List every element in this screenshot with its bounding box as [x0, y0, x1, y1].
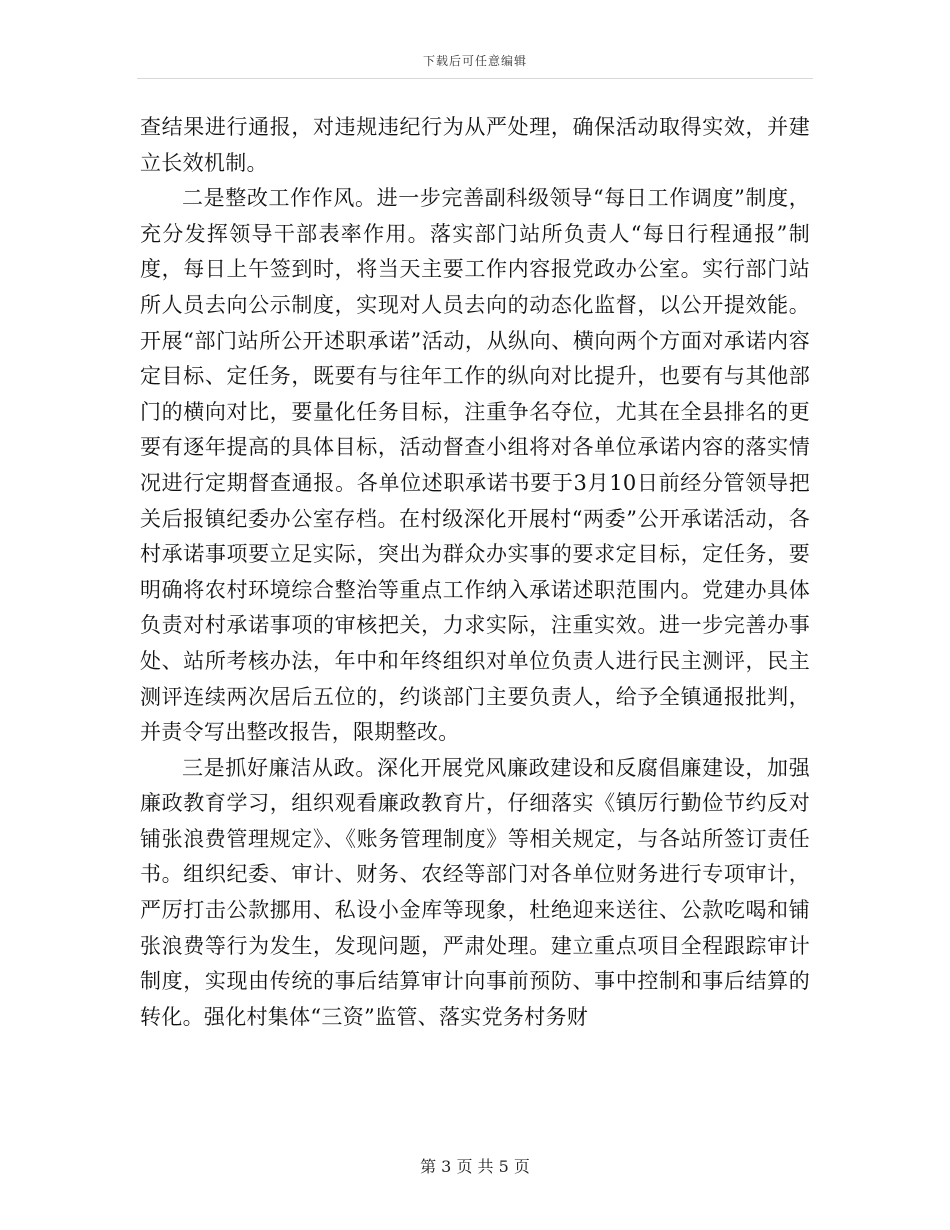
page-number: 第 3 页 共 5 页: [420, 1157, 530, 1176]
paragraph-work-style: 二是整改工作作风。进一步完善副科级领导“每日工作调度”制度，充分发挥领导干部表率作用。落实部门站所负责人“每日行程通报”制度，每日上午签到时，将当天主要工作内容报党政办公室。实行部门站所人员去向公示制度，实现对人员去向的动态化监督，以公开提效能。开展“部门站所公开述职承诺”活动，从纵向、横向两个方面对承诺内容定目标、定任务，既要有与往年工作的纵向对比提升，也要有与其他部门的横向对比，要量化任务目标，注重争名夺位，尤其在全县排名的更要有逐年提高的具体目标，活动督查小组将对各单位承诺内容的落实情况进行定期督查通报。各单位述职承诺书要于3月10日前经分管领导把关后报镇纪委办公室存档。在村级深化开展村“两委”公开承诺活动，各村承诺事项要立足实际，突出为群众办实事的要求定目标，定任务，要明确将农村环境综合整治等重点工作纳入承诺述职范围内。党建办具体负责对村承诺事项的审核把关，力求实际，注重实效。进一步完善办事处、站所考核办法，年中和年终组织对单位负责人进行民主测评，民主测评连续两次居后五位的，约谈部门主要负责人，给予全镇通报批判，并责令写出整改报告，限期整改。: [140, 186, 810, 745]
header-divider: [137, 78, 813, 79]
document-body: [140, 110, 810, 1035]
paragraph-continuation: 查结果进行通报，对违规违纪行为从严处理，确保活动取得实效，并建立长效机制。: [140, 115, 810, 175]
header-note: 下载后可任意编辑: [422, 54, 527, 68]
paragraph-integrity: 三是抓好廉洁从政。深化开展党风廉政建设和反腐倡廉建设，加强廉政教育学习，组织观看廉政教育片，仔细落实《镇厉行勤俭节约反对铺张浪费管理规定》、《账务管理制度》等相关规定，与各站所签订责任书。组织纪委、审计、财务、农经等部门对各单位财务进行专项审计，严厉打击公款挪用、私设小金库等现象，杜绝迎来送往、公款吃喝和铺张浪费等行为发生，发现问题，严肃处理。建立重点项目全程跟踪审计制度，实现由传统的事后结算审计向事前预防、事中控制和事后结算的转化。强化村集体“三资”监管、落实党务村务财: [140, 755, 810, 1029]
